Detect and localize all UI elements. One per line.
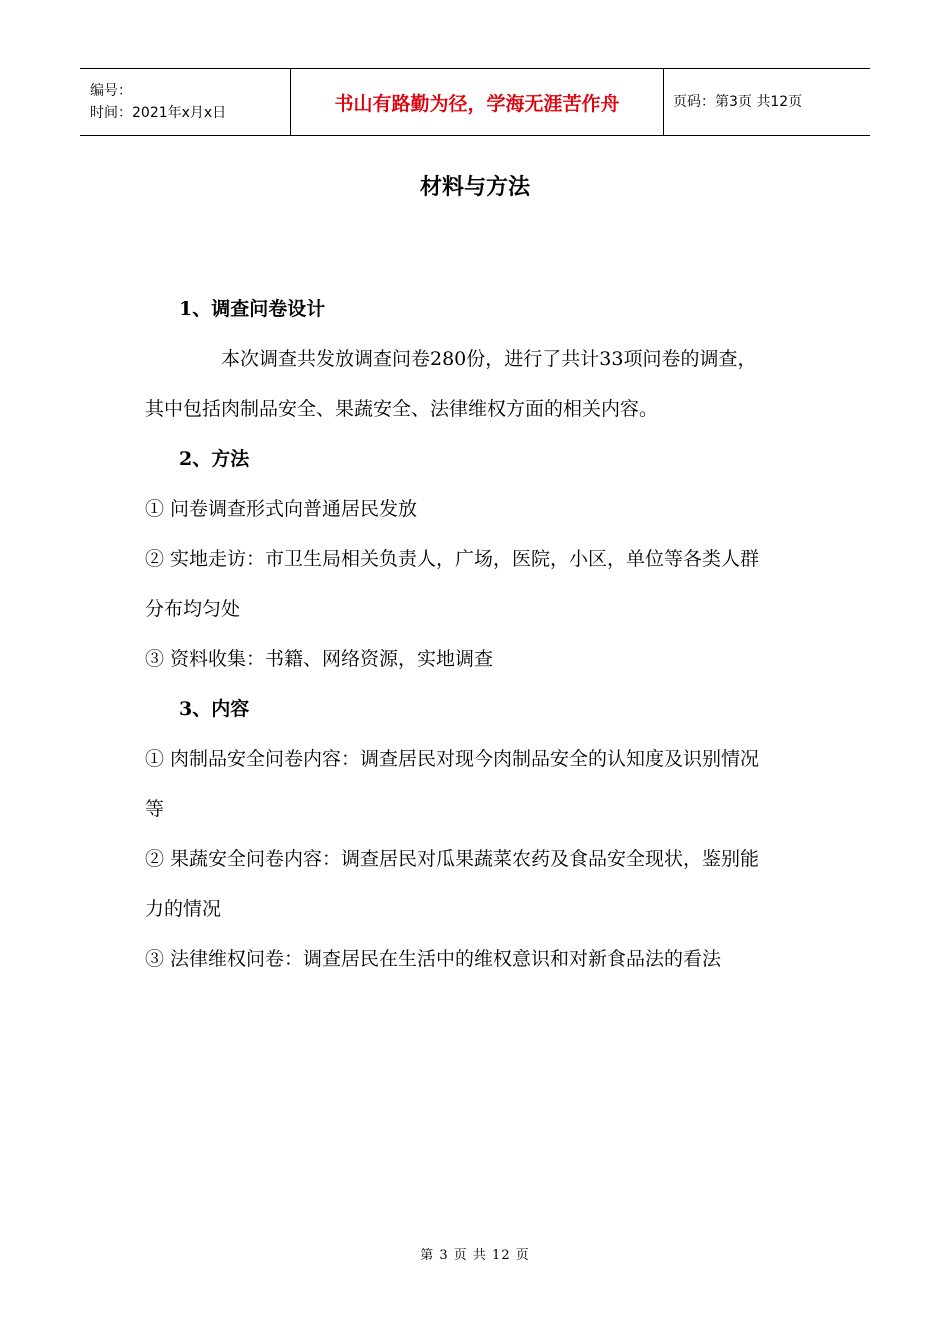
list-item: ③ 资料收集：书籍、网络资源，实地调查 <box>145 648 494 670</box>
list-item-continuation: 分布均匀处 <box>145 598 241 620</box>
list-item-continuation: 等 <box>145 798 165 820</box>
section-heading-3: 3、内容 <box>179 698 250 720</box>
list-item: ① 肉制品安全问卷内容：调查居民对现今肉制品安全的认知度及识别情况 <box>145 748 760 770</box>
list-item: ② 实地走访：市卫生局相关负责人，广场，医院，小区，单位等各类人群 <box>145 548 760 570</box>
document-body <box>145 284 810 984</box>
header-motto: 书山有路勤为径，学海无涯苦作舟 <box>334 92 620 115</box>
header-page-label: 页码：第3页 共12页 <box>673 94 803 110</box>
header-motto-cell <box>291 69 664 136</box>
list-item-continuation: 力的情况 <box>145 898 222 920</box>
page-header <box>80 68 870 136</box>
list-item: ② 果蔬安全问卷内容：调查居民对瓜果蔬菜农药及食品安全现状，鉴别能 <box>145 848 760 870</box>
section-heading-2: 2、方法 <box>179 448 250 470</box>
list-item: ③ 法律维权问卷：调查居民在生活中的维权意识和对新食品法的看法 <box>145 948 722 970</box>
page-title: 材料与方法 <box>419 174 530 200</box>
header-page-cell <box>664 69 871 136</box>
header-number-label: 编号： <box>90 83 132 99</box>
section-heading-1: 1、调查问卷设计 <box>179 298 326 320</box>
header-meta-cell <box>80 69 291 136</box>
list-item: ① 问卷调查形式向普通居民发放 <box>145 498 418 520</box>
page-footer: 第 3 页 共 12 页 <box>420 1248 530 1263</box>
paragraph-line: 其中包括肉制品安全、果蔬安全、法律维权方面的相关内容。 <box>145 398 659 420</box>
paragraph-line: 本次调查共发放调查问卷280份，进行了共计33项问卷的调查， <box>221 348 757 370</box>
header-time-label: 时间：2021年x月x日 <box>90 105 227 121</box>
